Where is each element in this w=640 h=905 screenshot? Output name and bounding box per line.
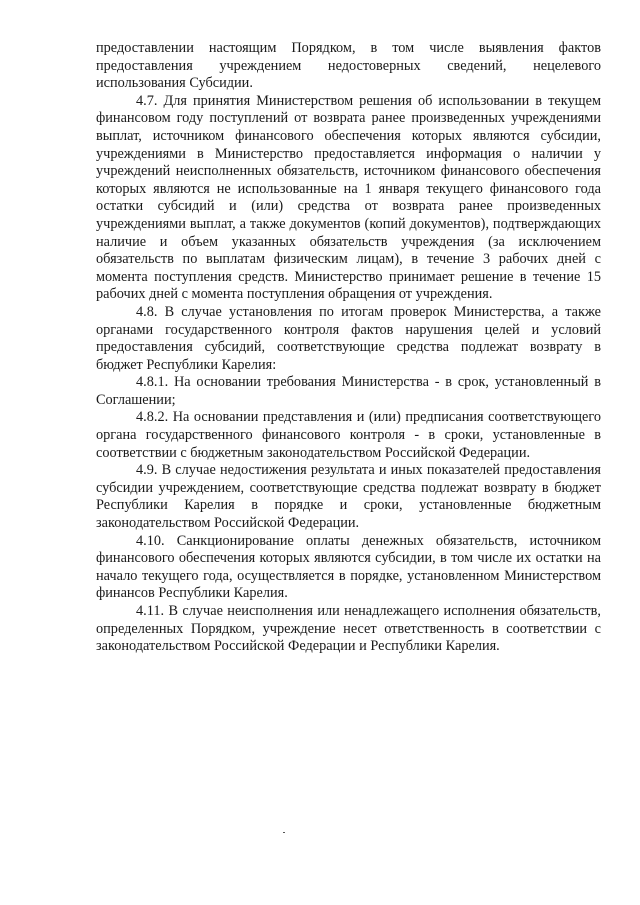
paragraph-continuation: предоставлении настоящим Порядком, в том числе выявления фактов предоставления учреждением недостоверных сведений, нецелевого использования Субсидии. xyxy=(96,40,601,92)
paragraph-4-9: 4.9. В случае недостижения результата и иных показателей предоставления субсидии учреждением, соответствующие средства подлежат возврату в бюджет Республики Карелия в порядке и сроки, установленные бюджетным законодательством Российской Федерации. xyxy=(96,462,601,532)
scan-speck xyxy=(283,832,285,833)
paragraph-4-8: 4.8. В случае установления по итогам проверок Министерства, а также органами государственного контроля фактов нарушения целей и условий предоставления субсидий, соответствующие средства подлежат возврату в бюджет Республики Карелия: xyxy=(96,303,601,373)
paragraph-4-10: 4.10. Санкционирование оплаты денежных обязательств, источником финансового обеспечения которых являются субсидии, в том числе их остатки на начало текущего года, осуществляется в порядке, установленном Министерством финансов Республики Карелия. xyxy=(96,532,601,602)
paragraph-4-11: 4.11. В случае неисполнения или ненадлежащего исполнения обязательств, определенных Порядком, учреждение несет ответственность в соответствии с законодательством Российской Федерации и Республики Карелия. xyxy=(96,603,601,655)
paragraph-4-7: 4.7. Для принятия Министерством решения об использовании в текущем финансовом году поступлений от возврата ранее произведенных учреждениями выплат, источником финансового обеспечения которых являются субсидии, учреждениями в Министерство предоставляется информация о наличии у учреждений неисполненных обязательств, источником финансового обеспечения которых являются не использованные на 1 января текущего финансового года остатки субсидий и (или) средства от возврата ранее произведенных учреждениями выплат, а также документов (копий документов), подтверждающих наличие и объем указанных обязательств учреждения (за исключением обязательств по выплатам физическим лицам), в течение 3 рабочих дней с момента поступления средств. Министерство принимает решение в течение 15 рабочих дней с момента поступления обращения от учреждения. xyxy=(96,92,601,303)
paragraph-4-8-1: 4.8.1. На основании требования Министерства - в срок, установленный в Соглашении; xyxy=(96,374,601,408)
document-body xyxy=(96,40,601,656)
paragraph-4-8-2: 4.8.2. На основании представления и (или) предписания соответствующего органа государственного финансового контроля - в сроки, установленные в соответствии с бюджетным законодательством Российской Федерации. xyxy=(96,409,601,461)
